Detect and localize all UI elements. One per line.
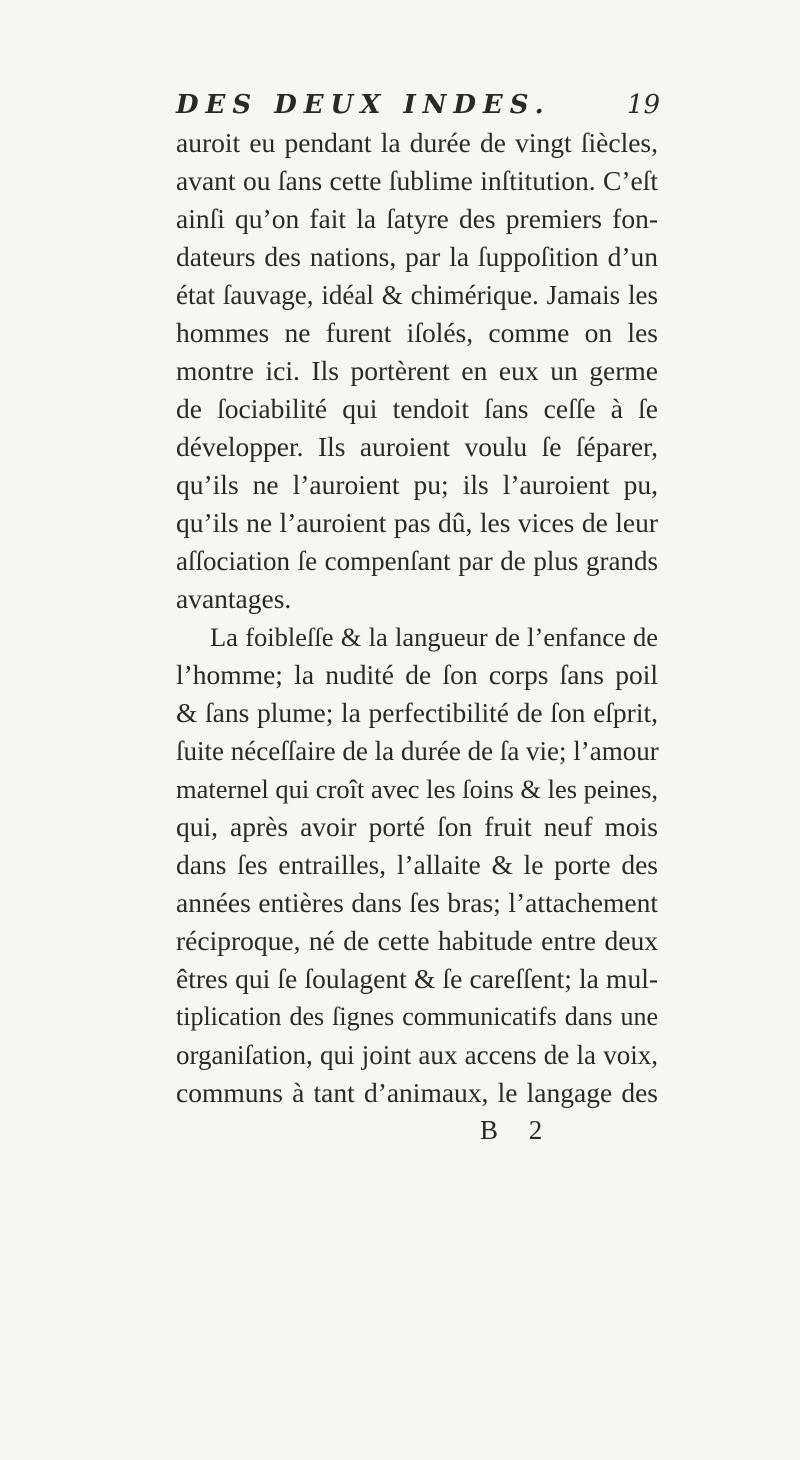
page-number: 19 bbox=[626, 90, 660, 120]
text-line: & ſans plume; la perfectibilité de ſon eſprit, bbox=[176, 697, 658, 728]
text-line: qu’ils ne l’auroient pas dû, les vices de leur bbox=[176, 507, 658, 538]
running-head bbox=[176, 90, 660, 124]
text-line: organiſation, qui joint aux accens de la voix, bbox=[176, 1040, 658, 1070]
text-line: qu’ils ne l’auroient pu; ils l’auroient pu, bbox=[176, 469, 658, 500]
text-line: hommes ne furent iſolés, comme on les bbox=[176, 317, 658, 348]
text-line: auroit eu pendant la durée de vingt ſiècles, bbox=[176, 127, 658, 158]
paragraph-first-line: La foibleſſe & la langueur de l’enfance de bbox=[210, 622, 658, 652]
text-line: développer. Ils auroient voulu ſe ſéparer, bbox=[176, 431, 658, 462]
text-line: l’homme; la nudité de ſon corps ſans poil bbox=[176, 659, 658, 690]
text-line: années entières dans ſes bras; l’attachement bbox=[176, 887, 658, 918]
text-line: qui, après avoir porté ſon fruit neuf mois bbox=[176, 811, 658, 842]
text-line: communs à tant d’animaux, le langage des bbox=[176, 1077, 658, 1108]
signature-mark: B 2 bbox=[480, 1115, 555, 1145]
text-line: dateurs des nations, par la ſuppoſition d’un bbox=[176, 241, 658, 272]
running-title: DES DEUX INDES. bbox=[176, 90, 551, 120]
text-line: montre ici. Ils portèrent en eux un germe bbox=[176, 355, 658, 386]
text-line: de ſociabilité qui tendoit ſans ceſſe à ſe bbox=[176, 393, 658, 424]
text-line: ainſi qu’on fait la ſatyre des premiers fon- bbox=[176, 203, 658, 234]
text-line: état ſauvage, idéal & chimérique. Jamais les bbox=[176, 280, 658, 310]
text-line: réciproque, né de cette habitude entre deux bbox=[176, 925, 658, 956]
text-line: avantages. bbox=[176, 583, 292, 614]
text-line: avant ou ſans cette ſublime inſtitution. C’eſt bbox=[176, 165, 658, 196]
text-line: aſſociation ſe compenſant par de plus grands bbox=[176, 546, 658, 576]
text-line: tiplication des ſignes communicatifs dans une bbox=[176, 1002, 658, 1031]
text-line: ſuite néceſſaire de la durée de ſa vie; l’amour bbox=[176, 736, 659, 766]
text-line: maternel qui croît avec les ſoins & les peines, bbox=[176, 774, 659, 804]
text-line: êtres qui ſe ſoulagent & ſe careſſent; la mul- bbox=[176, 963, 658, 994]
text-line: dans ſes entrailles, l’allaite & le porte des bbox=[176, 849, 658, 880]
